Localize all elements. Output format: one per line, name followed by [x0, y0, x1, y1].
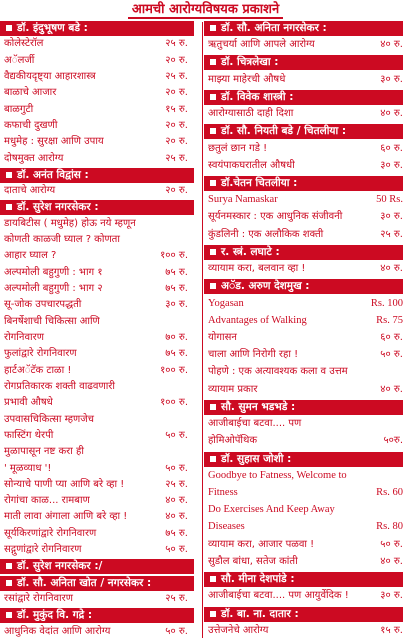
- square-bullet-icon: [210, 180, 216, 186]
- square-bullet-icon: [210, 128, 216, 134]
- book-price: २५ रु.: [165, 153, 188, 164]
- author-name: डॉ. बा. ना. दातार :: [221, 608, 299, 620]
- book-title: रोगप्रतिकारक शक्ती वाढवणारी: [4, 381, 115, 392]
- book-price: २० रु.: [165, 87, 188, 98]
- author-name: सौ. मीना देशपांडे :: [221, 573, 295, 585]
- square-bullet-icon: [210, 283, 216, 289]
- book-price: २० रु.: [165, 185, 188, 196]
- book-title: दोषमुक्त आरोग्य: [4, 153, 64, 164]
- book-price: २५ रु.: [165, 38, 188, 49]
- book-price: २५ रु.: [165, 71, 188, 82]
- book-title: माती लावा अंगाला आणि बरे व्हा !: [4, 511, 128, 522]
- square-bullet-icon: [6, 172, 12, 178]
- square-bullet-icon: [210, 59, 216, 65]
- book-price: ४० रु.: [380, 108, 403, 119]
- author-name: अॅड. अरुण देशमुख :: [221, 280, 310, 292]
- book-title: अॅलर्जी: [4, 55, 35, 66]
- book-price: Rs. 100: [370, 298, 403, 309]
- book-title: डायबिटीस ( मधुमेह) होऊ नये म्हणून: [4, 218, 136, 229]
- book-title: व्यायाम करा, बलवान व्हा !: [208, 263, 306, 274]
- square-bullet-icon: [6, 580, 12, 586]
- author-heading: [204, 176, 403, 191]
- book-title: Yogasan: [208, 298, 244, 309]
- author-heading: [204, 90, 403, 105]
- author-heading: [204, 572, 403, 587]
- book-title: बाळगुटी: [4, 104, 34, 115]
- catalog-title: आमची आरोग्यविषयक प्रकाशने: [0, 0, 411, 20]
- book-price: Rs. 75: [376, 315, 403, 326]
- author-heading: [204, 55, 403, 70]
- column-divider: [202, 22, 203, 638]
- book-title: कोणती काळजी घ्याल ? कोणता: [4, 234, 120, 245]
- book-title: आजीबाईचा बटवा.... पण आयुर्वेदिक !: [208, 590, 349, 601]
- author-heading: [204, 245, 403, 260]
- author-heading: [204, 607, 403, 622]
- book-price: ४० रु.: [165, 495, 188, 506]
- author-name: डॉ. इंदुभूषण बडे :: [17, 22, 88, 34]
- book-price: ३० रु.: [380, 211, 403, 222]
- book-price: ४० रु.: [380, 556, 403, 567]
- book-price: ७५ रु.: [165, 528, 188, 539]
- book-price: ४० रु.: [165, 511, 188, 522]
- book-price: Rs. 80: [376, 521, 403, 532]
- book-title: फुलांद्वारे रोगनिवारण: [4, 348, 77, 359]
- square-bullet-icon: [210, 25, 216, 31]
- book-title: उत्तेजनेचे आरोग्य: [208, 625, 269, 636]
- book-title: Diseases: [208, 521, 245, 532]
- book-title: Surya Namaskar: [208, 194, 278, 205]
- book-price: ५० रु.: [165, 626, 188, 637]
- author-name: डॉ. सौ. अनिता खोत / नगरसेकर :: [17, 577, 152, 589]
- square-bullet-icon: [210, 576, 216, 582]
- book-title: आरोग्यासाठी दाही दिशा: [208, 108, 294, 119]
- square-bullet-icon: [6, 204, 12, 210]
- book-title: सद्गुणांद्वारे रोगनिवारण: [4, 544, 82, 555]
- book-title: योगासन: [208, 332, 237, 343]
- square-bullet-icon: [6, 25, 12, 31]
- book-title: स्वयंपाकघरातील औषधी: [208, 160, 295, 171]
- book-title: कफाची दुखणी: [4, 120, 58, 131]
- book-title: सू-जोक उपचारपद्धती: [4, 299, 82, 310]
- author-heading: [0, 168, 194, 183]
- book-price: २५ रु.: [165, 479, 188, 490]
- book-title: रोगनिवारण: [4, 332, 44, 343]
- book-price: ३० रु.: [380, 74, 403, 85]
- book-title: मुळापासून नष्ट करा ही: [4, 446, 84, 457]
- book-title: कुंडलिनी : एक अलौकिक शक्ती: [208, 229, 324, 240]
- right-column: [204, 20, 411, 640]
- book-price: १५ रु.: [165, 104, 188, 115]
- book-title: ' मूळव्याध '!: [4, 463, 52, 474]
- book-price: ५० रु.: [165, 430, 188, 441]
- book-title: सूर्यनमस्कार : एक आधुनिक संजीवनी: [208, 211, 343, 222]
- book-price: २० रु.: [165, 120, 188, 131]
- square-bullet-icon: [210, 456, 216, 462]
- book-price: ५० रु.: [380, 539, 403, 550]
- author-name: डॉ. अनंत विद्वांस :: [17, 169, 89, 181]
- author-heading: [0, 200, 194, 215]
- book-title: ऋतुचर्या आणि आपले आरोग्य: [208, 39, 315, 50]
- book-title: फास्टिंग थेरपी: [4, 430, 54, 441]
- author-heading: [0, 576, 194, 591]
- book-title: Advantages of Walking: [208, 315, 307, 326]
- book-price: ३० रु.: [380, 160, 403, 171]
- book-price: ४० रु.: [380, 384, 403, 395]
- book-price: ४० रु.: [380, 39, 403, 50]
- book-price: २० रु.: [165, 55, 188, 66]
- square-bullet-icon: [6, 563, 12, 569]
- square-bullet-icon: [210, 611, 216, 617]
- book-price: ५०रु.: [383, 435, 403, 446]
- square-bullet-icon: [6, 612, 12, 618]
- book-title: दाताचे आरोग्य: [4, 185, 56, 196]
- book-title: होमिओपॅथिक: [208, 435, 258, 446]
- author-name: र. स्त्रं. लघाटे :: [221, 246, 280, 258]
- book-title: छतुलं छान गडे !: [208, 143, 268, 154]
- author-heading: [0, 608, 194, 623]
- square-bullet-icon: [210, 94, 216, 100]
- author-name: डॉ. सुरेश नगरसेकर :/: [17, 560, 103, 572]
- book-title: आधुनिक वेदांत आणि आरोग्य: [4, 626, 111, 637]
- book-title: सुडौल बांधा, सतेज कांती: [208, 556, 298, 567]
- author-heading: [204, 400, 403, 415]
- book-price: ७५ रु.: [165, 283, 188, 294]
- book-price: ५० रु.: [165, 463, 188, 474]
- book-title: व्यायाम प्रकार: [208, 384, 258, 395]
- book-price: २५ रु.: [165, 593, 188, 604]
- book-title: Do Exercises And Keep Away: [208, 504, 335, 515]
- book-price: ६० रु.: [380, 143, 403, 154]
- author-heading: [204, 21, 403, 36]
- book-title: Goodbye to Fatness, Welcome to: [208, 470, 347, 481]
- book-title: कोलेस्टेरॉल: [4, 38, 44, 49]
- author-name: डॉ. सुहास जोशी :: [221, 453, 292, 465]
- book-title: वैद्यकीयदृष्ट्या आहारशास्त्र: [4, 71, 96, 82]
- book-title: अल्पमोली बहुगुणी : भाग २: [4, 283, 103, 294]
- book-price: १०० रु.: [160, 365, 188, 376]
- book-price: ३० रु.: [165, 299, 188, 310]
- book-title: आहार घ्याल ?: [4, 250, 57, 261]
- square-bullet-icon: [210, 404, 216, 410]
- author-name: डॉ. मुकुंद वि. गद्रे :: [17, 609, 93, 621]
- book-price: १०० रु.: [160, 397, 188, 408]
- book-title: व्यायाम करा, आजार पळवा !: [208, 539, 315, 550]
- book-title: बाळाचे आजार: [4, 87, 57, 98]
- book-title: माझ्या माहेरची औषधे: [208, 74, 286, 85]
- author-heading: [0, 21, 194, 36]
- book-price: २५ रु.: [380, 229, 403, 240]
- author-name: डॉ. सौ. अनिता नगरसेकर :: [221, 22, 327, 34]
- book-price: ६० रु.: [380, 332, 403, 343]
- author-name: डॉ.चेतन चितलीया :: [221, 177, 298, 189]
- book-price: ७५ रु.: [165, 348, 188, 359]
- book-title: Fitness: [208, 487, 238, 498]
- book-title: हार्टअॅटॅक टाळा !: [4, 365, 72, 376]
- author-name: डॉ. सौ. नियती बडे / चितलीया :: [221, 125, 347, 137]
- book-title: सूर्यकिरणांद्वारे रोगनिवारण: [4, 528, 97, 539]
- book-title: मधुमेह : सुरक्षा आणि उपाय: [4, 136, 104, 147]
- left-column: [0, 20, 202, 640]
- book-price: Rs. 60: [376, 487, 403, 498]
- book-title: रोगांचा काळ... रामबाण: [4, 495, 90, 506]
- book-title: चाला आणि निरोगी रहा !: [208, 349, 299, 360]
- book-price: १०० रु.: [160, 250, 188, 261]
- book-title: बिनर्षेशाची चिकित्सा आणि: [4, 316, 100, 327]
- book-title: आजीबाईचा बटवा.... पण: [208, 418, 302, 429]
- book-title: अल्पमोली बहुगुणी : भाग १: [4, 267, 103, 278]
- author-heading: [204, 124, 403, 139]
- book-price: 50 Rs.: [376, 194, 403, 205]
- book-title: उपवासचिकित्सा म्हणजेच: [4, 414, 94, 425]
- book-title: प्रभावी औषधे: [4, 397, 53, 408]
- author-heading: [0, 559, 194, 574]
- book-title: पोहणे : एक अत्यावश्यक कला व उत्तम: [208, 366, 348, 377]
- book-price: २० रु.: [165, 136, 188, 147]
- book-title: सोन्याचे पाणी प्या आणि बरे व्हा !: [4, 479, 125, 490]
- book-price: ३० रु.: [380, 590, 403, 601]
- author-name: डॉ. सुरेश नगरसेकर :: [17, 201, 99, 213]
- book-price: १५ रु.: [380, 625, 403, 636]
- book-price: ५० रु.: [380, 349, 403, 360]
- book-price: ४० रु.: [380, 263, 403, 274]
- author-heading: [204, 279, 403, 294]
- book-price: ५० रु.: [165, 544, 188, 555]
- square-bullet-icon: [210, 249, 216, 255]
- book-title: रसांद्वारे रोगनिवारण: [4, 593, 73, 604]
- book-price: ७५ रु.: [165, 267, 188, 278]
- author-name: सौ. सुमन भडभडे :: [221, 401, 296, 413]
- author-name: डॉ. चित्रलेखा :: [221, 56, 279, 68]
- author-name: डॉ. विवेक शास्त्री :: [221, 91, 294, 103]
- author-heading: [204, 452, 403, 467]
- book-price: ७० रु.: [165, 332, 188, 343]
